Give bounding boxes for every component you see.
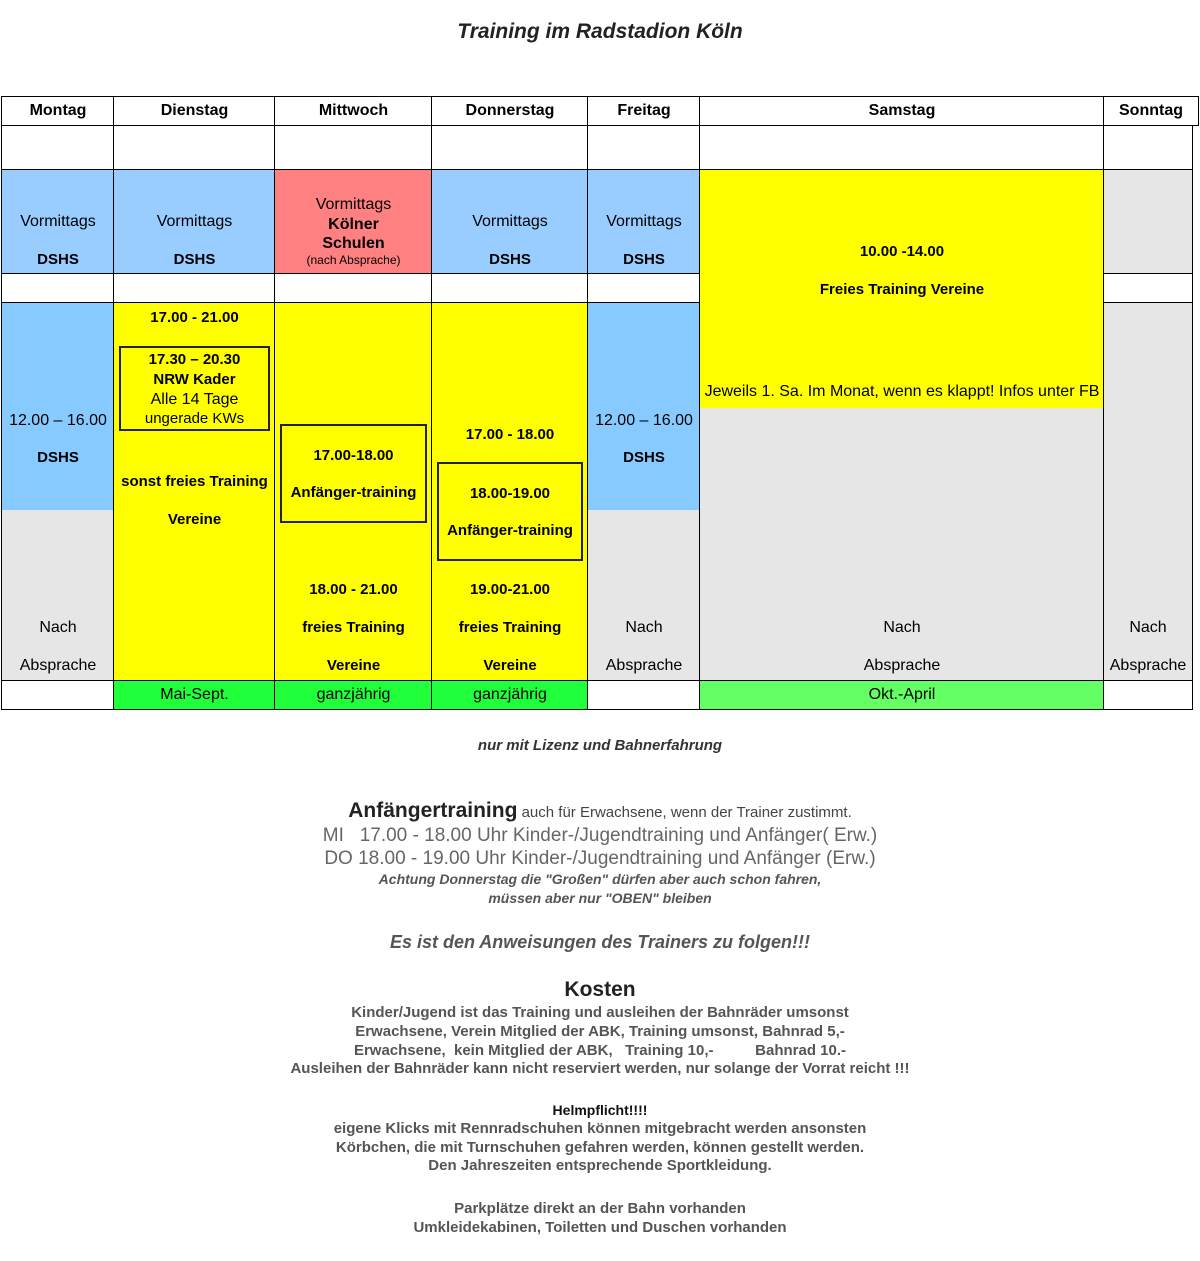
tuesday-afternoon-cell — [114, 303, 275, 680]
grid-line — [431, 96, 432, 710]
helmet-line: eigene Klicks mit Rennradschuhen können mitgebracht werden ansonsten — [333, 1120, 867, 1137]
beginner-line-mi: MI 17.00 - 18.00 Uhr Kinder-/Jugendtraining und Anfänger( Erw.) — [322, 825, 878, 846]
monday-late-cell — [2, 510, 114, 680]
saturday-training-cell — [700, 170, 1104, 408]
beginner-heading-line — [0, 799, 1200, 823]
beginner-warning-2: müssen aber nur "OBEN" bleiben — [488, 890, 712, 906]
thursday-morning-cell — [432, 170, 588, 274]
monday-after-2: Absprache — [19, 657, 97, 674]
wednesday-morning-group-1: Kölner — [328, 216, 379, 233]
grid-line — [1, 680, 1193, 681]
grid-line — [1, 96, 2, 710]
tuesday-morning-group: DSHS — [173, 251, 216, 268]
sunday-after-1: Nach — [1129, 619, 1167, 636]
saturday-note: Jeweils 1. Sa. Im Monat, wenn es klappt! Infos unter FB — [704, 383, 1100, 400]
grid-line — [1198, 96, 1199, 126]
monday-morning-label: Vormittags — [20, 213, 96, 230]
grid-line — [1, 273, 700, 274]
thursday-morning-group: DSHS — [489, 251, 531, 268]
wednesday-afternoon-cell — [275, 303, 432, 680]
friday-afternoon-time: 12.00 – 16.00 — [595, 412, 693, 429]
friday-late-cell — [588, 510, 700, 680]
grid-line — [1104, 302, 1193, 303]
wednesday-morning-cell — [275, 170, 432, 274]
wed-time-2: 18.00 - 21.00 — [309, 581, 398, 598]
friday-morning-group: DSHS — [623, 251, 665, 268]
grid-line — [1192, 125, 1193, 710]
saturday-title: Freies Training Vereine — [819, 281, 985, 298]
wednesday-beginner-box — [280, 424, 427, 523]
saturday-afternoon-cell — [700, 408, 1104, 680]
grid-line — [1, 96, 1199, 97]
friday-after-1: Nach — [625, 619, 663, 636]
monday-afternoon-time: 12.00 – 16.00 — [9, 412, 107, 429]
wednesday-morning-label: Vormittags — [315, 196, 392, 213]
saturday-after-1: Nach — [883, 619, 921, 636]
grid-line — [1103, 96, 1104, 710]
monday-afternoon-group: DSHS — [37, 449, 79, 466]
license-note: nur mit Lizenz und Bahnerfahrung — [477, 737, 723, 754]
costs-line: Erwachsene, Verein Mitglied der ABK, Training umsonst, Bahnrad 5,- — [355, 1023, 845, 1040]
friday-morning-label: Vormittags — [606, 213, 682, 230]
friday-afternoon-cell — [588, 303, 700, 510]
thu-line-2: Vereine — [483, 657, 537, 674]
season-wednesday: ganzjährig — [275, 681, 432, 709]
beginner-heading-suffix: auch für Erwachsene, wenn der Trainer zustimmt. — [521, 804, 852, 821]
monday-morning-group: DSHS — [37, 251, 79, 268]
costs-line: Erwachsene, kein Mitglied der ABK, Training 10,- Bahnrad 10.- — [353, 1042, 847, 1059]
thu-line-1: freies Training — [458, 619, 562, 636]
season-tuesday: Mai-Sept. — [114, 681, 275, 709]
monday-afternoon-cell — [2, 303, 114, 510]
grid-line — [1104, 273, 1193, 274]
thursday-beginner-box — [437, 462, 583, 561]
grid-line — [1, 302, 700, 303]
grid-line — [1, 169, 1193, 170]
costs-line: Kinder/Jugend ist das Training und ausleihen der Bahnräder umsonst — [351, 1004, 849, 1021]
tuesday-morning-label: Vormittags — [156, 213, 233, 230]
thursday-afternoon-cell — [432, 303, 588, 680]
sunday-after-2: Absprache — [1109, 657, 1187, 674]
thu-time-1: 17.00 - 18.00 — [465, 426, 555, 443]
helmet-line: Körbchen, die mit Turnschuhen gefahren werden, können gestellt werden. — [335, 1139, 865, 1156]
wednesday-morning-note: (nach Absprache) — [306, 253, 401, 267]
helmet-line: Den Jahreszeiten entsprechende Sportkleidung. — [428, 1157, 772, 1174]
grid-line — [699, 96, 700, 710]
friday-morning-cell — [588, 170, 700, 274]
wednesday-morning-group-2: Schulen — [322, 235, 385, 252]
beginner-line-do: DO 18.00 - 19.00 Uhr Kinder-/Jugendtraining und Anfänger (Erw.) — [324, 848, 876, 869]
page-title: Training im Radstadion Köln — [457, 20, 743, 43]
day-header-saturday: Samstag — [700, 97, 1104, 125]
grid-line — [274, 96, 275, 710]
day-header-monday: Montag — [2, 97, 114, 125]
kader-note-1: Alle 14 Tage — [150, 391, 239, 408]
grid-line — [587, 96, 588, 710]
kader-note-2: ungerade KWs — [144, 410, 245, 427]
facilities-line: Umkleidekabinen, Toiletten und Duschen vorhanden — [413, 1219, 787, 1236]
beginner-warning-1: Achtung Donnerstag die "Großen" dürfen aber auch schon fahren, — [378, 871, 822, 887]
grid-line — [1, 709, 1193, 710]
thursday-morning-label: Vormittags — [472, 213, 548, 230]
day-header-friday: Freitag — [588, 97, 700, 125]
trainer-instructions: Es ist den Anweisungen des Trainers zu folgen!!! — [389, 932, 811, 952]
wed-line-1: freies Training — [302, 619, 405, 636]
kader-title: NRW Kader — [153, 371, 236, 388]
day-header-tuesday: Dienstag — [114, 97, 275, 125]
beginner-heading: Anfängertraining — [348, 799, 518, 822]
grid-line — [113, 96, 114, 710]
thu-box-time: 18.00-19.00 — [469, 485, 551, 502]
monday-after-1: Nach — [39, 619, 77, 636]
thu-box-title: Anfänger-training — [447, 522, 573, 539]
friday-after-2: Absprache — [605, 657, 683, 674]
saturday-after-2: Absprache — [863, 657, 941, 674]
monday-morning-cell — [2, 170, 114, 274]
thu-time-2: 19.00-21.00 — [469, 581, 551, 598]
helmet-heading: Helmpflicht!!!! — [552, 1102, 648, 1118]
sunday-afternoon-cell — [1104, 303, 1192, 680]
season-thursday: ganzjährig — [432, 681, 588, 709]
wed-line-2: Vereine — [326, 657, 381, 674]
tuesday-else-1: sonst freies Training — [121, 473, 268, 490]
day-header-thursday: Donnerstag — [432, 97, 588, 125]
costs-line: Ausleihen der Bahnräder kann nicht reserviert werden, nur solange der Vorrat reicht !!! — [290, 1060, 910, 1077]
wed-box-title: Anfänger-training — [290, 484, 417, 501]
facilities-line: Parkplätze direkt an der Bahn vorhanden — [454, 1200, 746, 1217]
day-header-sunday: Sonntag — [1104, 97, 1198, 125]
sunday-morning-cell — [1104, 170, 1192, 274]
tuesday-morning-cell — [114, 170, 275, 274]
saturday-time: 10.00 -14.00 — [859, 243, 945, 260]
tuesday-else-2: Vereine — [167, 511, 222, 528]
kader-time: 17.30 – 20.30 — [148, 351, 241, 368]
day-header-wednesday: Mittwoch — [275, 97, 432, 125]
costs-heading: Kosten — [564, 978, 636, 1001]
grid-line — [1, 125, 1199, 126]
nrw-kader-box — [119, 346, 270, 431]
friday-afternoon-group: DSHS — [623, 449, 665, 466]
wed-box-time: 17.00-18.00 — [313, 447, 394, 464]
season-saturday: Okt.-April — [700, 681, 1104, 709]
tuesday-afternoon-time: 17.00 - 21.00 — [150, 309, 239, 326]
